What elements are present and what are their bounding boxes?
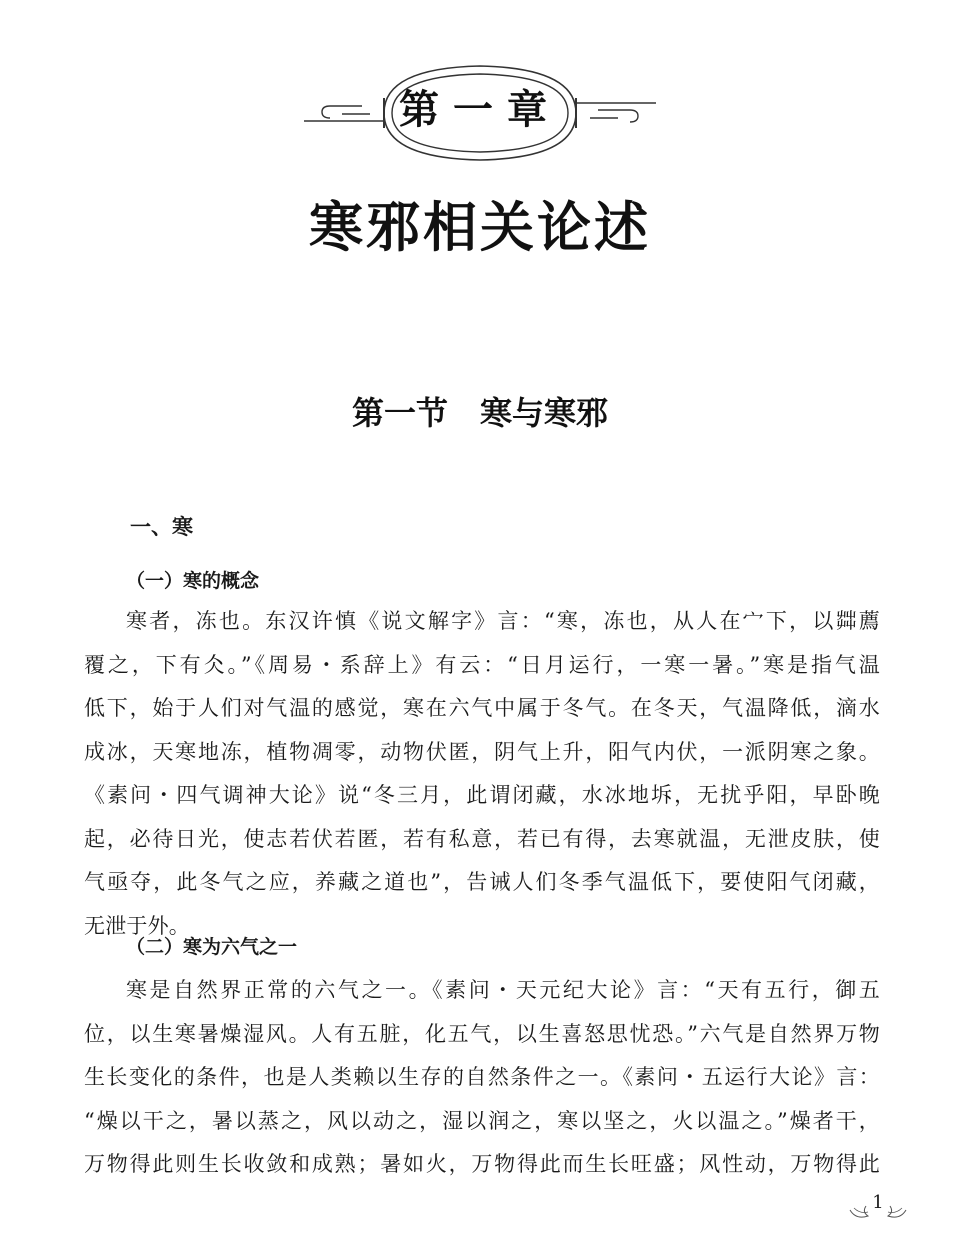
chapter-label: 第一章 (399, 87, 561, 133)
paragraph-line: 位，以生寒暑燥湿风。人有五脏，化五气，以生喜怒思忧恐。”六气是自然界万物 (84, 1021, 880, 1046)
paragraph-line: 覆之，下有仌。”《周易・系辞上》有云：“日月运行，一寒一暑。”寒是指气温 (84, 652, 880, 677)
paragraph-1 (84, 600, 880, 948)
paragraph-line: 《素问・四气调神大论》说“冬三月，此谓闭藏，水冰地坼，无扰乎阳，早卧晚 (84, 783, 880, 807)
page-number: 1 (872, 1192, 884, 1213)
paragraph-line: 寒是自然界正常的六气之一。《素问・天元纪大论》言：“天有五行，御五 (126, 978, 880, 1002)
paragraph-2 (84, 969, 880, 1187)
paragraph-line: 无泄于外。 (84, 913, 190, 938)
paragraph-line: 万物得此则生长收敛和成熟；暑如火，万物得此而生长旺盛；风性动，万物得此 (84, 1152, 880, 1176)
heading-level-3: （一）寒的概念 (126, 570, 260, 592)
paragraph-line: 生长变化的条件，也是人类赖以生存的自然条件之一。《素问・五运行大论》言： (84, 1065, 880, 1089)
paragraph-line: 寒者，冻也。东汉许慎《说文解字》言：“寒，冻也，从人在宀下，以茻薦 (126, 609, 880, 633)
heading-level-2: 一、寒 (130, 515, 193, 539)
paragraph-line: 成冰，天寒地冻，植物凋零，动物伏匿，阴气上升，阳气内伏，一派阴寒之象。 (84, 739, 880, 764)
section-title: 第一节 寒与寒邪 (351, 394, 608, 432)
paragraph-line: “燥以干之，暑以蒸之，风以动之，湿以润之，寒以坚之，火以温之。”燥者干， (84, 1108, 880, 1133)
paragraph-line: 气亟夺，此冬气之应，养藏之道也”，告诫人们冬季气温低下，要使阳气闭藏， (84, 870, 880, 894)
paragraph-line: 低下，始于人们对气温的感觉，寒在六气中属于冬气。在冬天，气温降低，滴水 (84, 696, 880, 720)
heading-level-3: （二）寒为六气之一 (126, 936, 298, 958)
chapter-title: 寒邪相关论述 (309, 196, 651, 259)
paragraph-line: 起，必待日光，使志若伏若匿，若有私意，若已有得，去寒就温，无泄皮肤，使 (84, 826, 880, 851)
